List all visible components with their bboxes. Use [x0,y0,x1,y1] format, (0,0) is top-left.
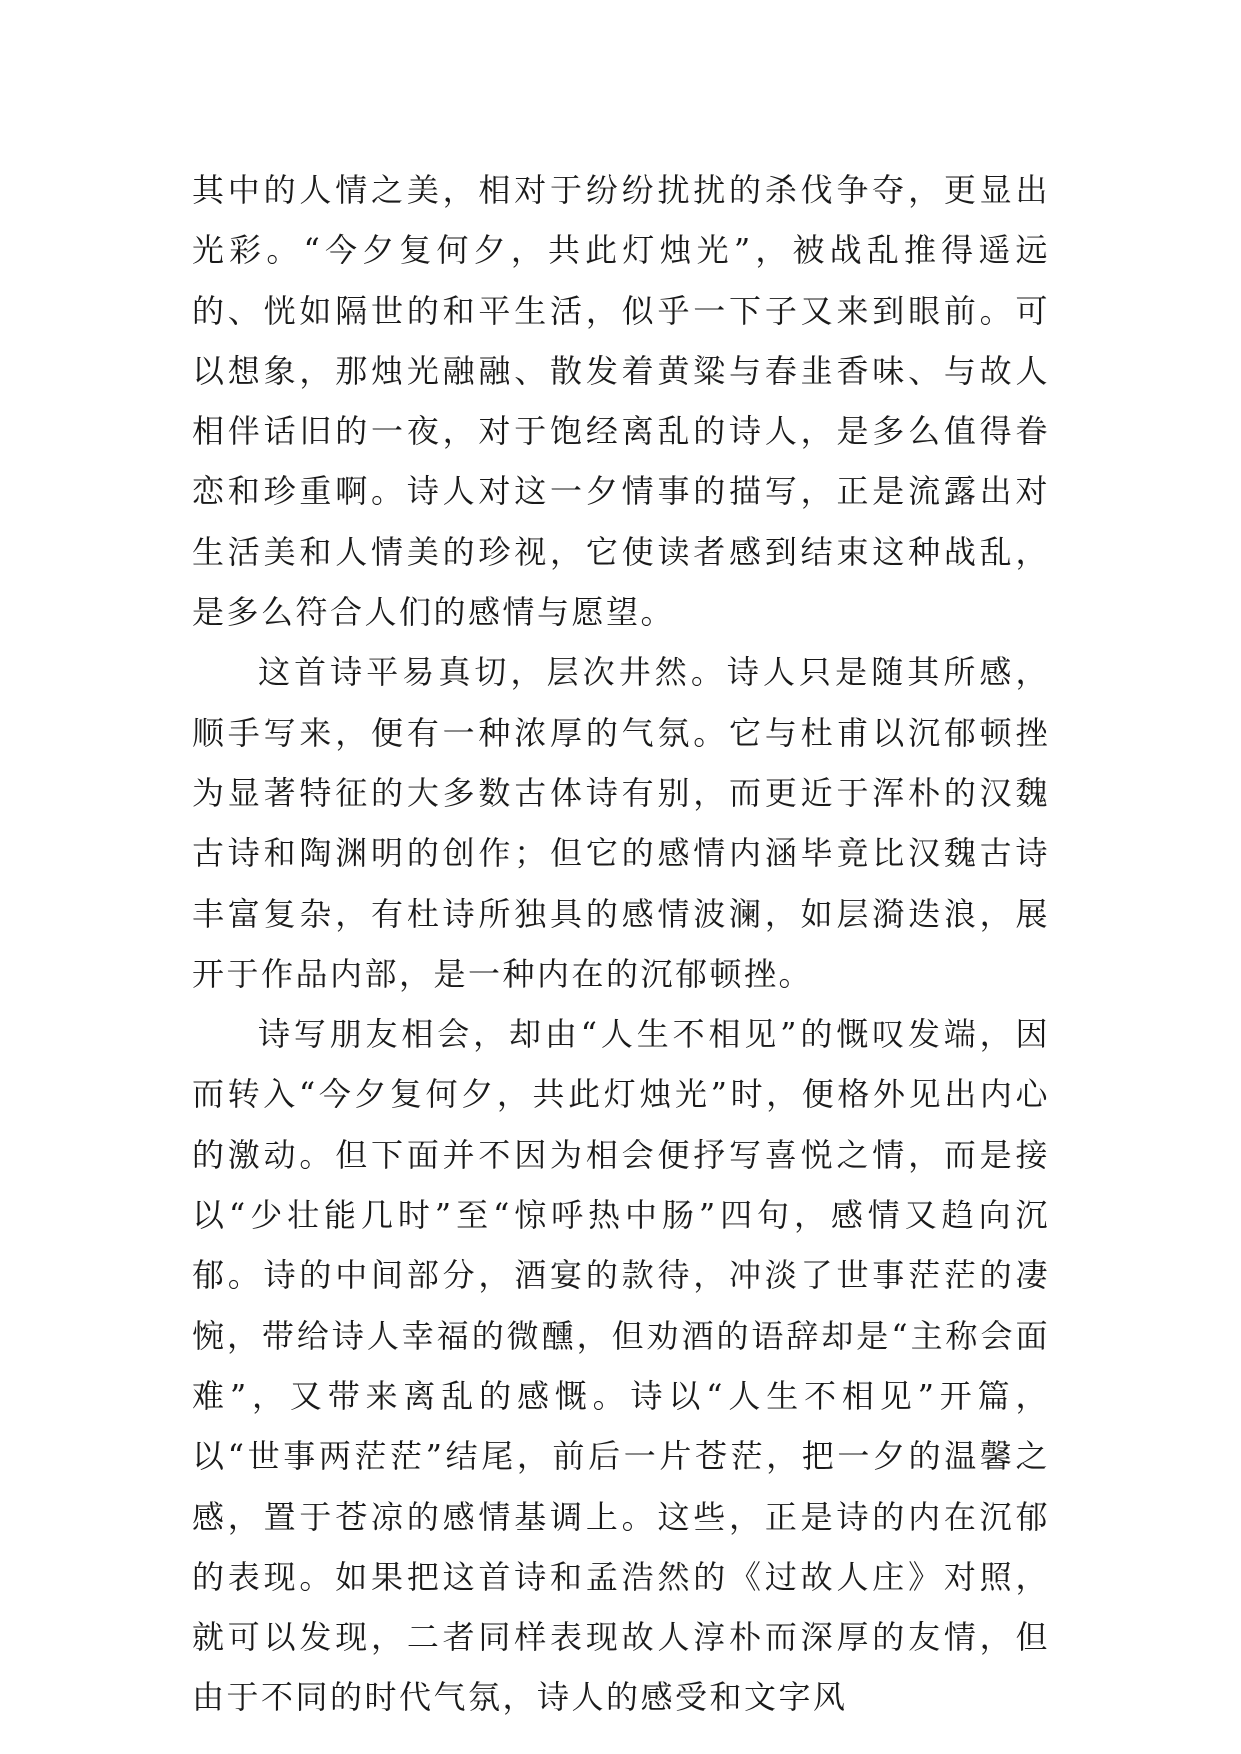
article-body [192,160,1050,1728]
paragraph-1: 其中的人情之美，相对于纷纷扰扰的杀伐争夺，更显出光彩。“今夕复何夕，共此灯烛光”，被战乱推得遥远的、恍如隔世的和平生活，似乎一下子又来到眼前。可以想象，那烛光融融、散发着黄粱与春韭香味、与故人相伴话旧的一夜，对于饱经离乱的诗人，是多么值得眷恋和珍重啊。诗人对这一夕情事的描写，正是流露出对生活美和人情美的珍视，它使读者感到结束这种战乱，是多么符合人们的感情与愿望。 [192,171,1050,632]
paragraph-3: 诗写朋友相会，却由“人生不相见”的慨叹发端，因而转入“今夕复何夕，共此灯烛光”时，便格外见出内心的激动。但下面并不因为相会便抒写喜悦之情，而是接以“少壮能几时”至“惊呼热中肠”四句，感情又趋向沉郁。诗的中间部分，酒宴的款待，冲淡了世事茫茫的凄惋，带给诗人幸福的微醺，但劝酒的语辞却是“主称会面难”，又带来离乱的感慨。诗以“人生不相见”开篇，以“世事两茫茫”结尾，前后一片苍茫，把一夕的温馨之感，置于苍凉的感情基调上。这些，正是诗的内在沉郁的表现。如果把这首诗和孟浩然的《过故人庄》对照，就可以发现，二者同样表现故人淳朴而深厚的友情，但由于不同的时代气氛，诗人的感受和文字风 [192,1015,1050,1717]
paragraph-2: 这首诗平易真切，层次井然。诗人只是随其所感，顺手写来，便有一种浓厚的气氛。它与杜甫以沉郁顿挫为显著特征的大多数古体诗有别，而更近于浑朴的汉魏古诗和陶渊明的创作；但它的感情内涵毕竟比汉魏古诗丰富复杂，有杜诗所独具的感情波澜，如层漪迭浪，展开于作品内部，是一种内在的沉郁顿挫。 [192,653,1050,993]
